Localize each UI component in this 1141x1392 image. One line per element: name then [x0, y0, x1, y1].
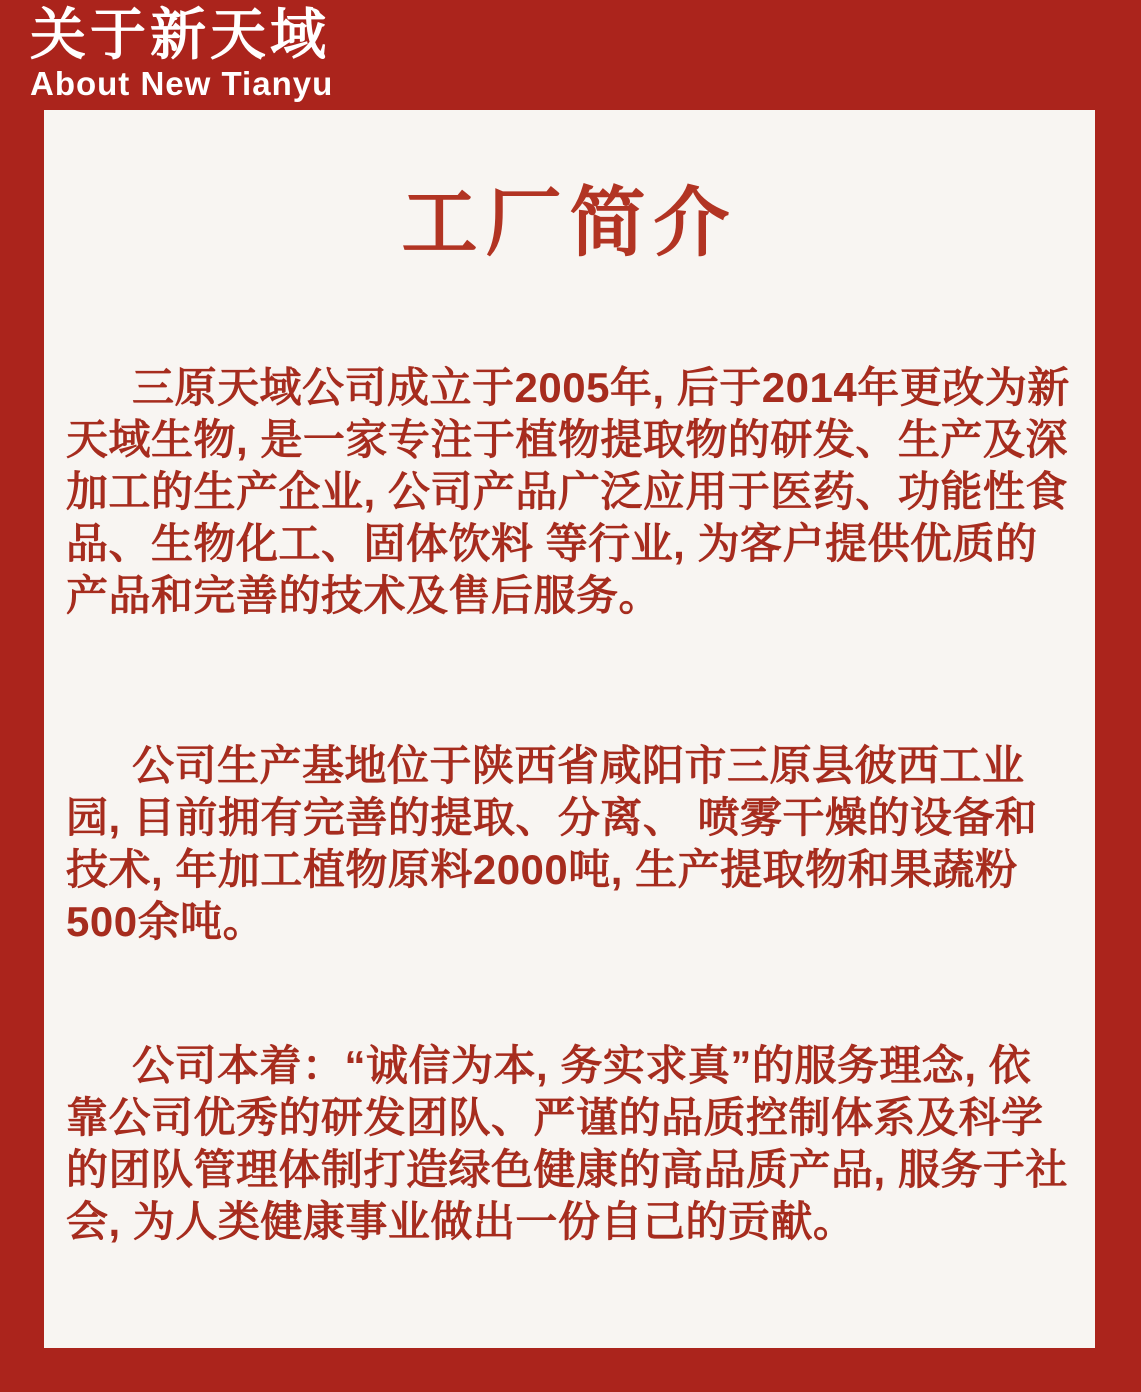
- card-title: 工厂简介: [401, 181, 738, 266]
- paragraph-company-philosophy: 公司本着：“诚信为本, 务实求真”的服务理念, 依靠公司优秀的研发团队、严谨的品质控制体系及科学的团队管理体制打造绿色健康的高品质产品, 服务于社会, 为人类健康事业做出一份自己的贡献。: [66, 1042, 1068, 1245]
- content-card: [44, 110, 1095, 1348]
- page-header: [30, 4, 333, 102]
- header-title-zh: 关于新天域: [30, 3, 330, 66]
- paragraph-company-history: 三原天域公司成立于2005年, 后于2014年更改为新天域生物, 是一家专注于植物提取物的研发、生产及深加工的生产企业, 公司产品广泛应用于医药、功能性食品、生物化工、固体饮料 等行业, 为客户提供优质的产品和完善的技术及售后服务。: [66, 364, 1070, 619]
- header-title-en: About New Tianyu: [30, 65, 334, 102]
- paragraph-production-base: 公司生产基地位于陕西省咸阳市三原县彼西工业园, 目前拥有完善的提取、分离、 喷雾干燥的设备和技术, 年加工植物原料2000吨, 生产提取物和果蔬粉500余吨。: [66, 742, 1038, 945]
